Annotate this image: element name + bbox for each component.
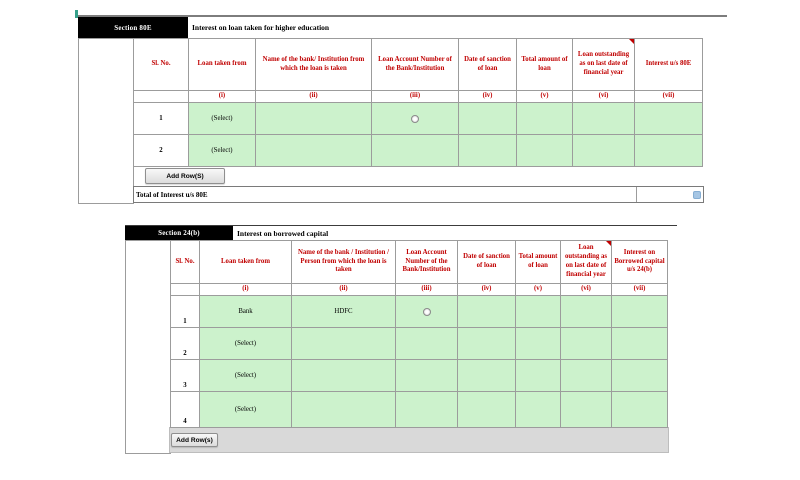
col-header-total-amount: Total amount of loan [516,241,561,284]
account-number-cell[interactable] [372,103,459,135]
interest-cell[interactable] [612,360,668,392]
circle-icon [423,308,431,316]
loan-taken-from-select[interactable]: (Select) [189,103,256,135]
bank-name-cell[interactable] [256,135,372,167]
outstanding-cell[interactable] [561,360,612,392]
loan-taken-from-select[interactable]: (Select) [200,328,292,360]
comment-marker-icon [629,39,634,44]
total-interest-value [636,187,703,202]
row-number: 2 [171,328,200,360]
account-number-cell[interactable] [396,328,458,360]
row-number: 4 [171,392,200,428]
total-amount-cell[interactable] [517,103,573,135]
col-header-loan-taken-from: Loan taken from [189,39,256,91]
col-header-outstanding: Loan outstanding as on last date of financial year [573,39,635,91]
col-header-bank-name: Name of the bank/ Institution from which the loan is taken [256,39,372,91]
section-24b-table [170,240,668,428]
section-80e-header-row [134,39,703,91]
bank-name-cell[interactable] [292,360,396,392]
subheader-i: (i) [200,284,292,296]
interest-cell[interactable] [612,296,668,328]
circle-icon [411,115,419,123]
subheader-iv: (iv) [459,91,517,103]
outstanding-cell[interactable] [561,392,612,428]
sanction-date-cell[interactable] [458,296,516,328]
table-row [171,360,668,392]
bank-name-cell[interactable] [292,328,396,360]
total-amount-cell[interactable] [516,328,561,360]
col-header-interest-24b: Interest on Borrowed capital u/s 24(b) [612,241,668,284]
col-header-bank-name: Name of the bank / Institution / Person from which the loan is taken [292,241,396,284]
section-24b-subheader-row [171,284,668,296]
subheader-iii: (iii) [396,284,458,296]
sanction-date-cell[interactable] [459,103,517,135]
row-number: 1 [171,296,200,328]
col-header-total-amount: Total amount of loan [517,39,573,91]
subheader-vi: (vi) [573,91,635,103]
total-amount-cell[interactable] [516,392,561,428]
table-row [134,103,703,135]
subheader-vi: (vi) [561,284,612,296]
sanction-date-cell[interactable] [458,392,516,428]
account-number-cell[interactable] [372,135,459,167]
section-24b-left-margin-cell [125,240,171,454]
col-header-account-number: Loan Account Number of the Bank/Institution [396,241,458,284]
total-amount-cell[interactable] [516,360,561,392]
subheader-blank [171,284,200,296]
sanction-date-cell[interactable] [459,135,517,167]
subheader-iv: (iv) [458,284,516,296]
comment-marker-icon [606,241,611,246]
section-80e-left-margin-cell [78,38,134,204]
outstanding-cell[interactable] [573,135,635,167]
section-80e-title: Interest on loan taken for higher education [192,23,330,32]
interest-cell[interactable] [635,103,703,135]
row-number: 3 [171,360,200,392]
subheader-vii: (vii) [612,284,668,296]
bank-name-cell[interactable] [256,103,372,135]
outstanding-cell[interactable] [561,296,612,328]
col-header-interest-80e: Interest u/s 80E [635,39,703,91]
subheader-i: (i) [189,91,256,103]
account-number-cell[interactable] [396,392,458,428]
section-80e-label: Section 80E [78,17,188,38]
sanction-date-cell[interactable] [458,328,516,360]
add-row-button-80e[interactable]: Add Row(S) [145,168,225,184]
add-row-strip [169,427,669,453]
section-80e-subheader-row [134,91,703,103]
subheader-ii: (ii) [256,91,372,103]
total-interest-label: Total of Interest u/s 80E [136,190,208,199]
subheader-blank [134,91,189,103]
subheader-v: (v) [517,91,573,103]
loan-taken-from-select[interactable]: (Select) [189,135,256,167]
total-amount-cell[interactable] [517,135,573,167]
col-header-sl-no: Sl. No. [134,39,189,91]
section-24b-header-row [171,241,668,284]
table-row [171,328,668,360]
col-header-loan-taken-from: Loan taken from [200,241,292,284]
subheader-vii: (vii) [635,91,703,103]
add-row-button-24b[interactable]: Add Row(s) [171,433,218,447]
subheader-ii: (ii) [292,284,396,296]
account-number-cell[interactable] [396,296,458,328]
table-row [171,392,668,428]
subheader-v: (v) [516,284,561,296]
loan-taken-from-select[interactable]: Bank [200,296,292,328]
row-number: 2 [134,135,189,167]
section-24b-label: Section 24(b) [125,226,233,240]
interest-cell[interactable] [635,135,703,167]
loan-taken-from-select[interactable]: (Select) [200,392,292,428]
total-interest-row [133,186,704,203]
outstanding-cell[interactable] [573,103,635,135]
table-row [134,135,703,167]
bank-name-cell[interactable] [292,392,396,428]
interest-cell[interactable] [612,392,668,428]
interest-cell[interactable] [612,328,668,360]
row-number: 1 [134,103,189,135]
subheader-iii: (iii) [372,91,459,103]
col-header-sl-no: Sl. No. [171,241,200,284]
section-80e-table [133,38,703,167]
total-amount-cell[interactable] [516,296,561,328]
table-row [171,296,668,328]
section-24b-title: Interest on borrowed capital [237,228,329,238]
col-header-account-number: Loan Account Number of the Bank/Institution [372,39,459,91]
blue-dot-icon [693,191,701,199]
account-number-cell[interactable] [396,360,458,392]
sanction-date-cell[interactable] [458,360,516,392]
outstanding-cell[interactable] [561,328,612,360]
loan-taken-from-select[interactable]: (Select) [200,360,292,392]
bank-name-cell[interactable]: HDFC [292,296,396,328]
col-header-sanction-date: Date of sanction of loan [458,241,516,284]
col-header-outstanding: Loan outstanding as on last date of financial year [561,241,612,284]
col-header-sanction-date: Date of sanction of loan [459,39,517,91]
